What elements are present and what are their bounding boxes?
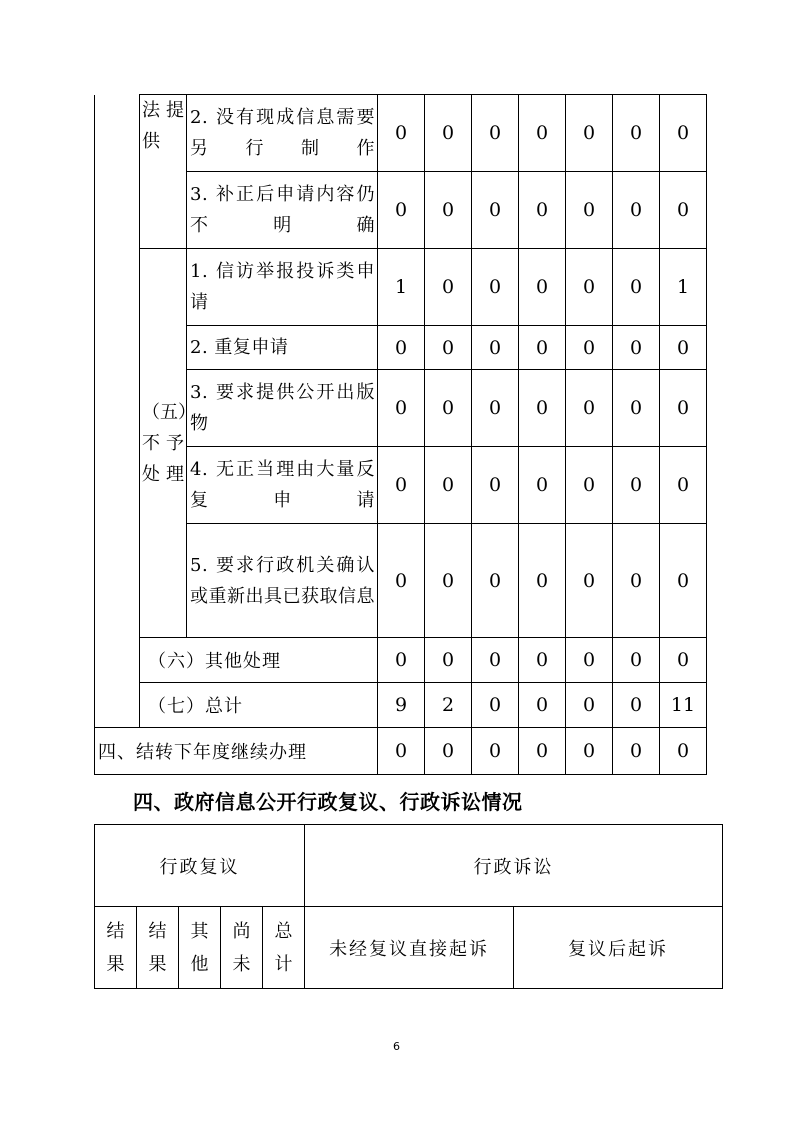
value-cell: 0 [472, 326, 519, 370]
value-cell: 0 [472, 638, 519, 683]
value-cell: 11 [660, 683, 707, 728]
value-cell: 0 [566, 524, 613, 638]
value-cell: 0 [519, 683, 566, 728]
review-subcol: 其他 [179, 907, 221, 989]
value-cell: 0 [613, 249, 660, 326]
row-label: （七）总计 [140, 683, 378, 728]
value-cell: 0 [613, 370, 660, 447]
value-cell: 0 [566, 370, 613, 447]
value-cell: 0 [425, 728, 472, 775]
row-label: 2. 没有现成信息需要另行制作 [187, 95, 378, 172]
value-cell: 0 [378, 326, 425, 370]
value-cell: 0 [472, 249, 519, 326]
row-label: （六）其他处理 [140, 638, 378, 683]
value-cell: 0 [613, 172, 660, 249]
value-cell: 0 [425, 524, 472, 638]
value-cell: 0 [660, 524, 707, 638]
value-cell: 0 [425, 95, 472, 172]
value-cell: 0 [425, 370, 472, 447]
review-subcol: 尚未 [221, 907, 263, 989]
row-label: 3. 要求提供公开出版物 [187, 370, 378, 447]
value-cell: 0 [566, 728, 613, 775]
review-litigation-table [94, 824, 723, 989]
review-subcol: 结果 [95, 907, 137, 989]
row-label: 3. 补正后申请内容仍不明确 [187, 172, 378, 249]
review-subcol: 结果 [137, 907, 179, 989]
row-label: 4. 无正当理由大量反复申请 [187, 447, 378, 524]
table-row [95, 326, 707, 370]
table-subheader-row [95, 907, 723, 989]
table-row [95, 172, 707, 249]
value-cell: 0 [566, 683, 613, 728]
value-cell: 0 [519, 249, 566, 326]
value-cell: 0 [660, 95, 707, 172]
value-cell: 0 [425, 249, 472, 326]
value-cell: 0 [378, 95, 425, 172]
value-cell: 0 [378, 728, 425, 775]
row-label: 四、结转下年度继续办理 [95, 728, 378, 775]
table-row [95, 447, 707, 524]
section-title: 四、政府信息公开行政复议、行政诉讼情况 [133, 790, 523, 814]
value-cell: 0 [378, 638, 425, 683]
application-handling-table [94, 94, 707, 775]
value-cell: 0 [566, 172, 613, 249]
table-row [95, 95, 707, 172]
value-cell: 0 [378, 524, 425, 638]
value-cell: 0 [519, 95, 566, 172]
value-cell: 0 [566, 638, 613, 683]
value-cell: 0 [519, 326, 566, 370]
value-cell: 0 [425, 447, 472, 524]
value-cell: 0 [472, 370, 519, 447]
table-row [95, 683, 707, 728]
outer-blank-cell [95, 95, 140, 728]
value-cell: 0 [472, 728, 519, 775]
value-cell: 0 [378, 447, 425, 524]
value-cell: 0 [660, 728, 707, 775]
litigation-subcol: 未经复议直接起诉 [305, 907, 514, 989]
value-cell: 0 [519, 172, 566, 249]
category-cell: （五）不予处理 [140, 249, 187, 638]
value-cell: 0 [660, 172, 707, 249]
value-cell: 0 [566, 447, 613, 524]
value-cell: 0 [425, 638, 472, 683]
value-cell: 0 [472, 95, 519, 172]
value-cell: 0 [472, 447, 519, 524]
table-header-row [95, 825, 723, 907]
value-cell: 0 [472, 683, 519, 728]
value-cell: 0 [660, 370, 707, 447]
value-cell: 0 [472, 172, 519, 249]
value-cell: 0 [566, 326, 613, 370]
value-cell: 0 [378, 172, 425, 249]
value-cell: 0 [425, 326, 472, 370]
review-subcol: 总计 [263, 907, 305, 989]
value-cell: 1 [660, 249, 707, 326]
page-number: 6 [393, 1040, 400, 1053]
value-cell: 0 [613, 638, 660, 683]
row-label: 5. 要求行政机关确认或重新出具已获取信息 [187, 524, 378, 638]
table-row [95, 638, 707, 683]
value-cell: 0 [519, 728, 566, 775]
value-cell: 0 [613, 683, 660, 728]
value-cell: 0 [660, 326, 707, 370]
row-label: 1. 信访举报投诉类申请 [187, 249, 378, 326]
litigation-subcol: 复议后起诉 [514, 907, 723, 989]
value-cell: 1 [378, 249, 425, 326]
value-cell: 0 [613, 95, 660, 172]
value-cell: 2 [425, 683, 472, 728]
value-cell: 0 [613, 728, 660, 775]
value-cell: 0 [519, 638, 566, 683]
value-cell: 0 [472, 524, 519, 638]
table-row [95, 524, 707, 638]
row-label: 2. 重复申请 [187, 326, 378, 370]
review-header: 行政复议 [95, 825, 305, 907]
value-cell: 0 [566, 95, 613, 172]
value-cell: 0 [613, 447, 660, 524]
value-cell: 0 [660, 447, 707, 524]
value-cell: 0 [613, 524, 660, 638]
value-cell: 9 [378, 683, 425, 728]
value-cell: 0 [519, 447, 566, 524]
value-cell: 0 [378, 370, 425, 447]
table-row [95, 249, 707, 326]
value-cell: 0 [425, 172, 472, 249]
value-cell: 0 [613, 326, 660, 370]
litigation-header: 行政诉讼 [305, 825, 723, 907]
value-cell: 0 [519, 370, 566, 447]
category-cell: 法提供 [140, 95, 187, 249]
value-cell: 0 [566, 249, 613, 326]
value-cell: 0 [660, 638, 707, 683]
value-cell: 0 [519, 524, 566, 638]
table-row [95, 728, 707, 775]
